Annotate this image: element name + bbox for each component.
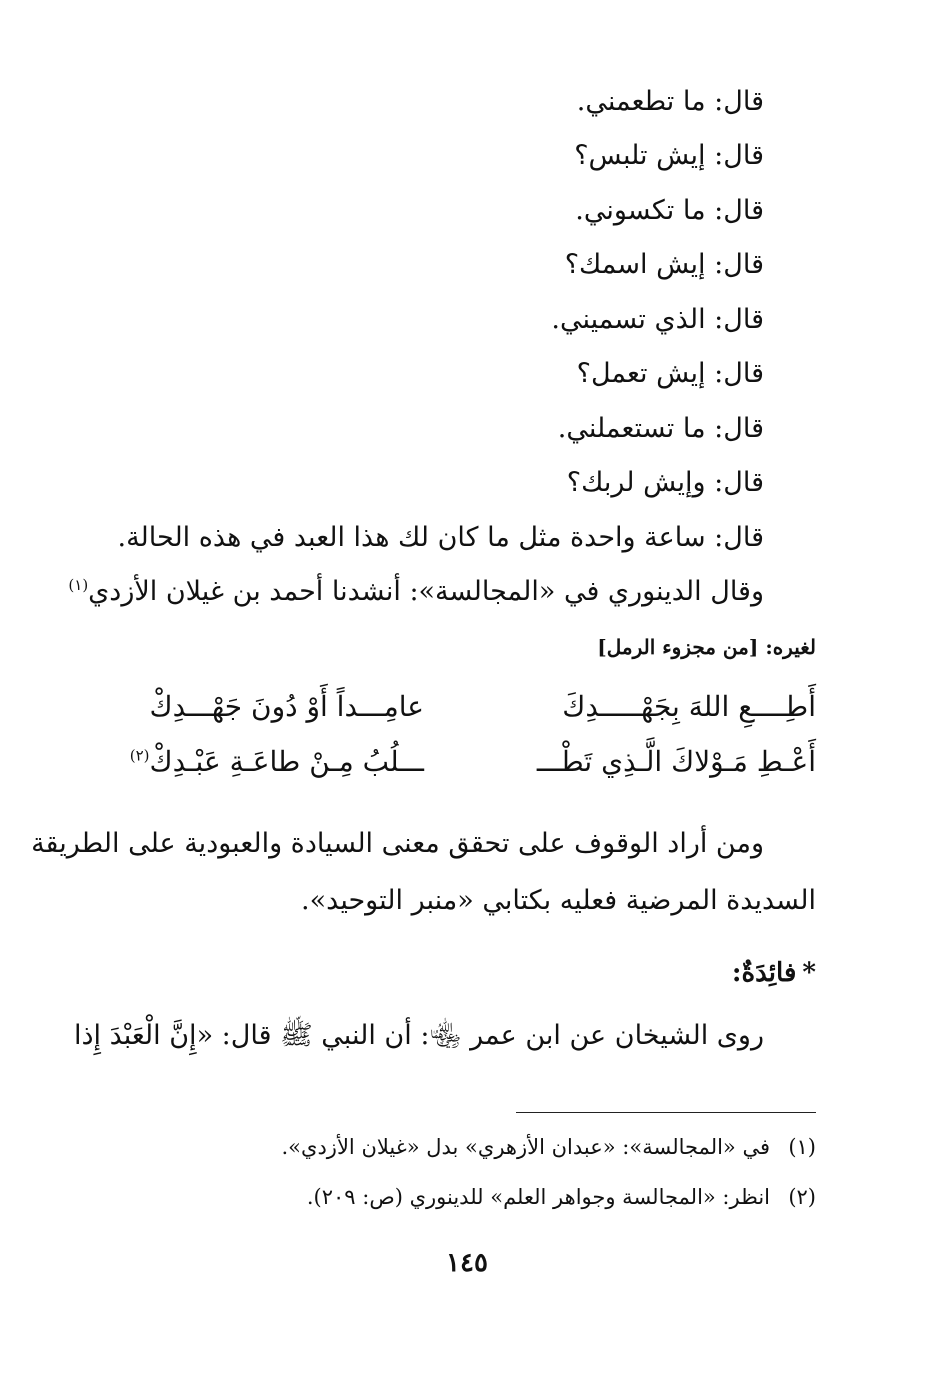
poem-intro-continuation: لغيره: [765, 635, 816, 659]
footnote-marker-2: (٢) [129, 746, 150, 765]
footnote-separator [516, 1112, 816, 1113]
verse-1-second-hemistich: عامِـــداً أَوْ دُونَ جَهْـــدِكْ [149, 690, 424, 723]
dialogue-line: قال: الذي تسميني. [551, 304, 764, 335]
dialogue-line: قال: وإيش لربك؟ [566, 467, 764, 498]
footnote-marker-1: (١) [68, 576, 89, 594]
verse-2-second-hemistich [130, 745, 424, 779]
poem-meter-line [597, 635, 816, 659]
verse-1-first-hemistich: أَطِــــعِ اللهَ بِجَهْـــــدِكَ [562, 690, 816, 723]
footnote-1 [282, 1135, 817, 1159]
dialogue-line: قال: ما تكسوني. [575, 195, 764, 226]
verse-2-second-text: ـــلُبُ مِـنْ طاعَـةِ عَبْـدِكْ [149, 745, 424, 778]
footnote-number: (٢) [788, 1185, 816, 1209]
dialogue-line: قال: ما تطعمني. [576, 86, 764, 117]
footnote-text: انظر: «المجالسة وجواهر العلم» للدينوري (ص: ٢٠٩). [306, 1185, 770, 1209]
hadith-line: روى الشيخان عن ابن عمر ﵄: أن النبي ﷺ قال: «إِنَّ الْعَبْدَ إِذا [73, 1020, 764, 1051]
dialogue-line: قال: إيش اسمك؟ [564, 249, 764, 280]
dialogue-line: قال: إيش تلبس؟ [574, 140, 764, 171]
verse-2-first-hemistich: أَعْـطِ مَـوْلاكَ الَّـذِي تَطْـــ [536, 745, 816, 778]
poem-meter: [من مجزوء الرمل] [597, 635, 759, 659]
poem-intro [68, 576, 764, 608]
footnote-2 [307, 1185, 816, 1209]
footnote-text: في «المجالسة»: «عبدان الأزهري» بدل «غيلان الأزدي». [281, 1135, 770, 1159]
poem-intro-text: وقال الدينوري في «المجالسة»: أنشدنا أحمد بن غيلان الأزدي [88, 576, 764, 607]
dialogue-line: قال: إيش تعمل؟ [576, 358, 764, 389]
footnote-number: (١) [788, 1135, 816, 1159]
section-heading-text: فائِدَةٌ: [731, 958, 797, 988]
paragraph-line-2: السديدة المرضية فعليه بكتابي «منبر التوحيد». [301, 885, 816, 916]
page-number: ١٤٥ [446, 1248, 488, 1278]
paragraph-line-1: ومن أراد الوقوف على تحقق معنى السيادة والعبودية على الطريقة [31, 828, 764, 859]
star-icon: * [802, 958, 816, 988]
section-heading [732, 958, 816, 988]
dialogue-line: قال: ما تستعملني. [557, 413, 764, 444]
dialogue-line: قال: ساعة واحدة مثل ما كان لك هذا العبد في هذه الحالة. [117, 522, 764, 553]
